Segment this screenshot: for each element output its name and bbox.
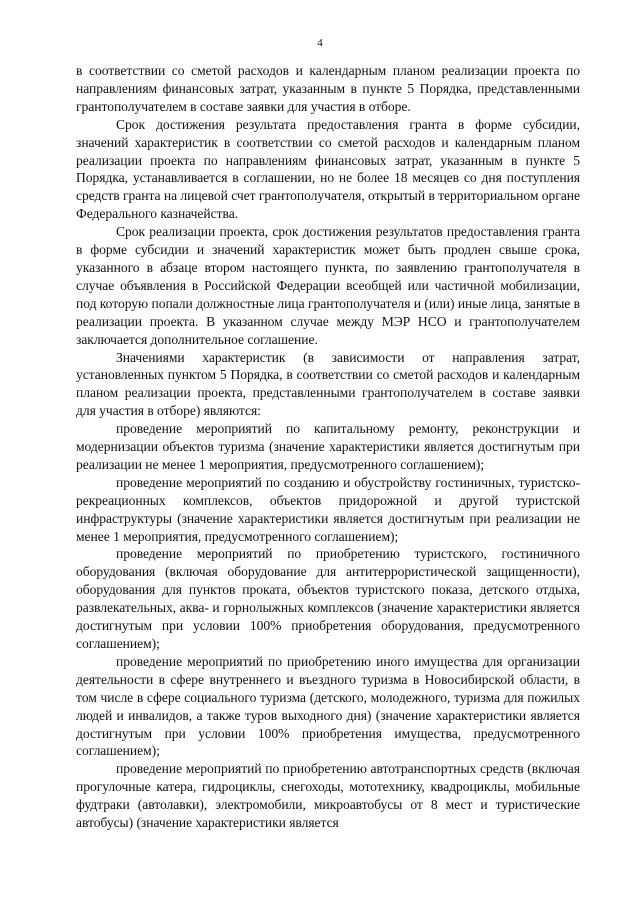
list-item-capital-repair: проведение мероприятий по капитальному ремонту, реконструкции и модернизации объектов туризма (значение характеристики является достигнутым при реализации не менее 1 мероприятия, предусмотренного соглашением); [76,421,580,472]
document-body [76,62,580,832]
list-item-infrastructure: проведение мероприятий по созданию и обустройству гостиничных, туристско-рекреационных комплексов, объектов придорожной и другой туристской инфраструктуры (значение характеристики является достигнутым при реализации не менее 1 мероприятия, предусмотренного соглашением); [76,474,580,544]
paragraph-continuation: в соответствии со сметой расходов и календарным планом реализации проекта по направлениям финансовых затрат, указанным в пункте 5 Порядка, представленными грантополучателем в составе заявки для участия в отборе. [76,63,580,114]
page-number: 4 [317,37,323,49]
paragraph-extension: Срок реализации проекта, срок достижения результатов предоставления гранта в форме субсидии и значений характеристик может быть продлен свыше срока, указанного в абзаце втором настоящего пункта, по заявлению грантополучателя в случае объявления в Российской Федерации всеобщей или частичной мобилизации, под которую попали должностные лица грантополучателя и (или) иные лица, занятые в реализации проекта. В указанном случае между МЭР НСО и грантополучателем заключается дополнительное соглашение. [76,224,580,347]
list-item-property: проведение мероприятий по приобретению иного имущества для организации деятельности в сфере внутреннего и въездного туризма в Новосибирской области, в том числе в сфере социального туризма (детского, молодежного, туризма для пожилых людей и инвалидов, а также туров выходного дня) (значение характеристики является достигнутым при условии 100% приобретения имущества, предусмотренного соглашением); [76,653,580,759]
list-item-equipment: проведение мероприятий по приобретению туристского, гостиничного оборудования (включая оборудование для антитеррористической защищенности), оборудования для пунктов проката, объектов туристского показа, детского отдыха, развлекательных, аква- и горнолыжных комплексов (значение характеристики является достигнутым при условии 100% приобретения оборудования, предусмотренного соглашением); [76,546,580,651]
list-item-vehicles: проведение мероприятий по приобретению автотранспортных средств (включая прогулочные катера, гидроциклы, снегоходы, мототехнику, квадроциклы, мобильные фудтраки (автолавки), электромобили, микроавтобусы от 8 мест и туристические автобусы) (значение характеристики является [76,761,580,831]
paragraph-characteristics-intro: Значениями характеристик (в зависимости от направления затрат, установленных пунктом 5 Порядка, в соответствии со сметой расходов и календарным планом реализации проекта, представленными грантополучателем в составе заявки для участия в отборе) являются: [76,349,580,419]
paragraph-deadline: Срок достижения результата предоставления гранта в форме субсидии, значений характеристик в соответствии со сметой расходов и календарным планом реализации проекта по направлениям финансовых затрат, указанным в пункте 5 Порядка, устанавливается в соглашении, но не более 18 месяцев со дня поступления средств гранта на лицевой счет грантополучателя, открытый в территориальном органе Федерального казначейства. [76,116,580,222]
